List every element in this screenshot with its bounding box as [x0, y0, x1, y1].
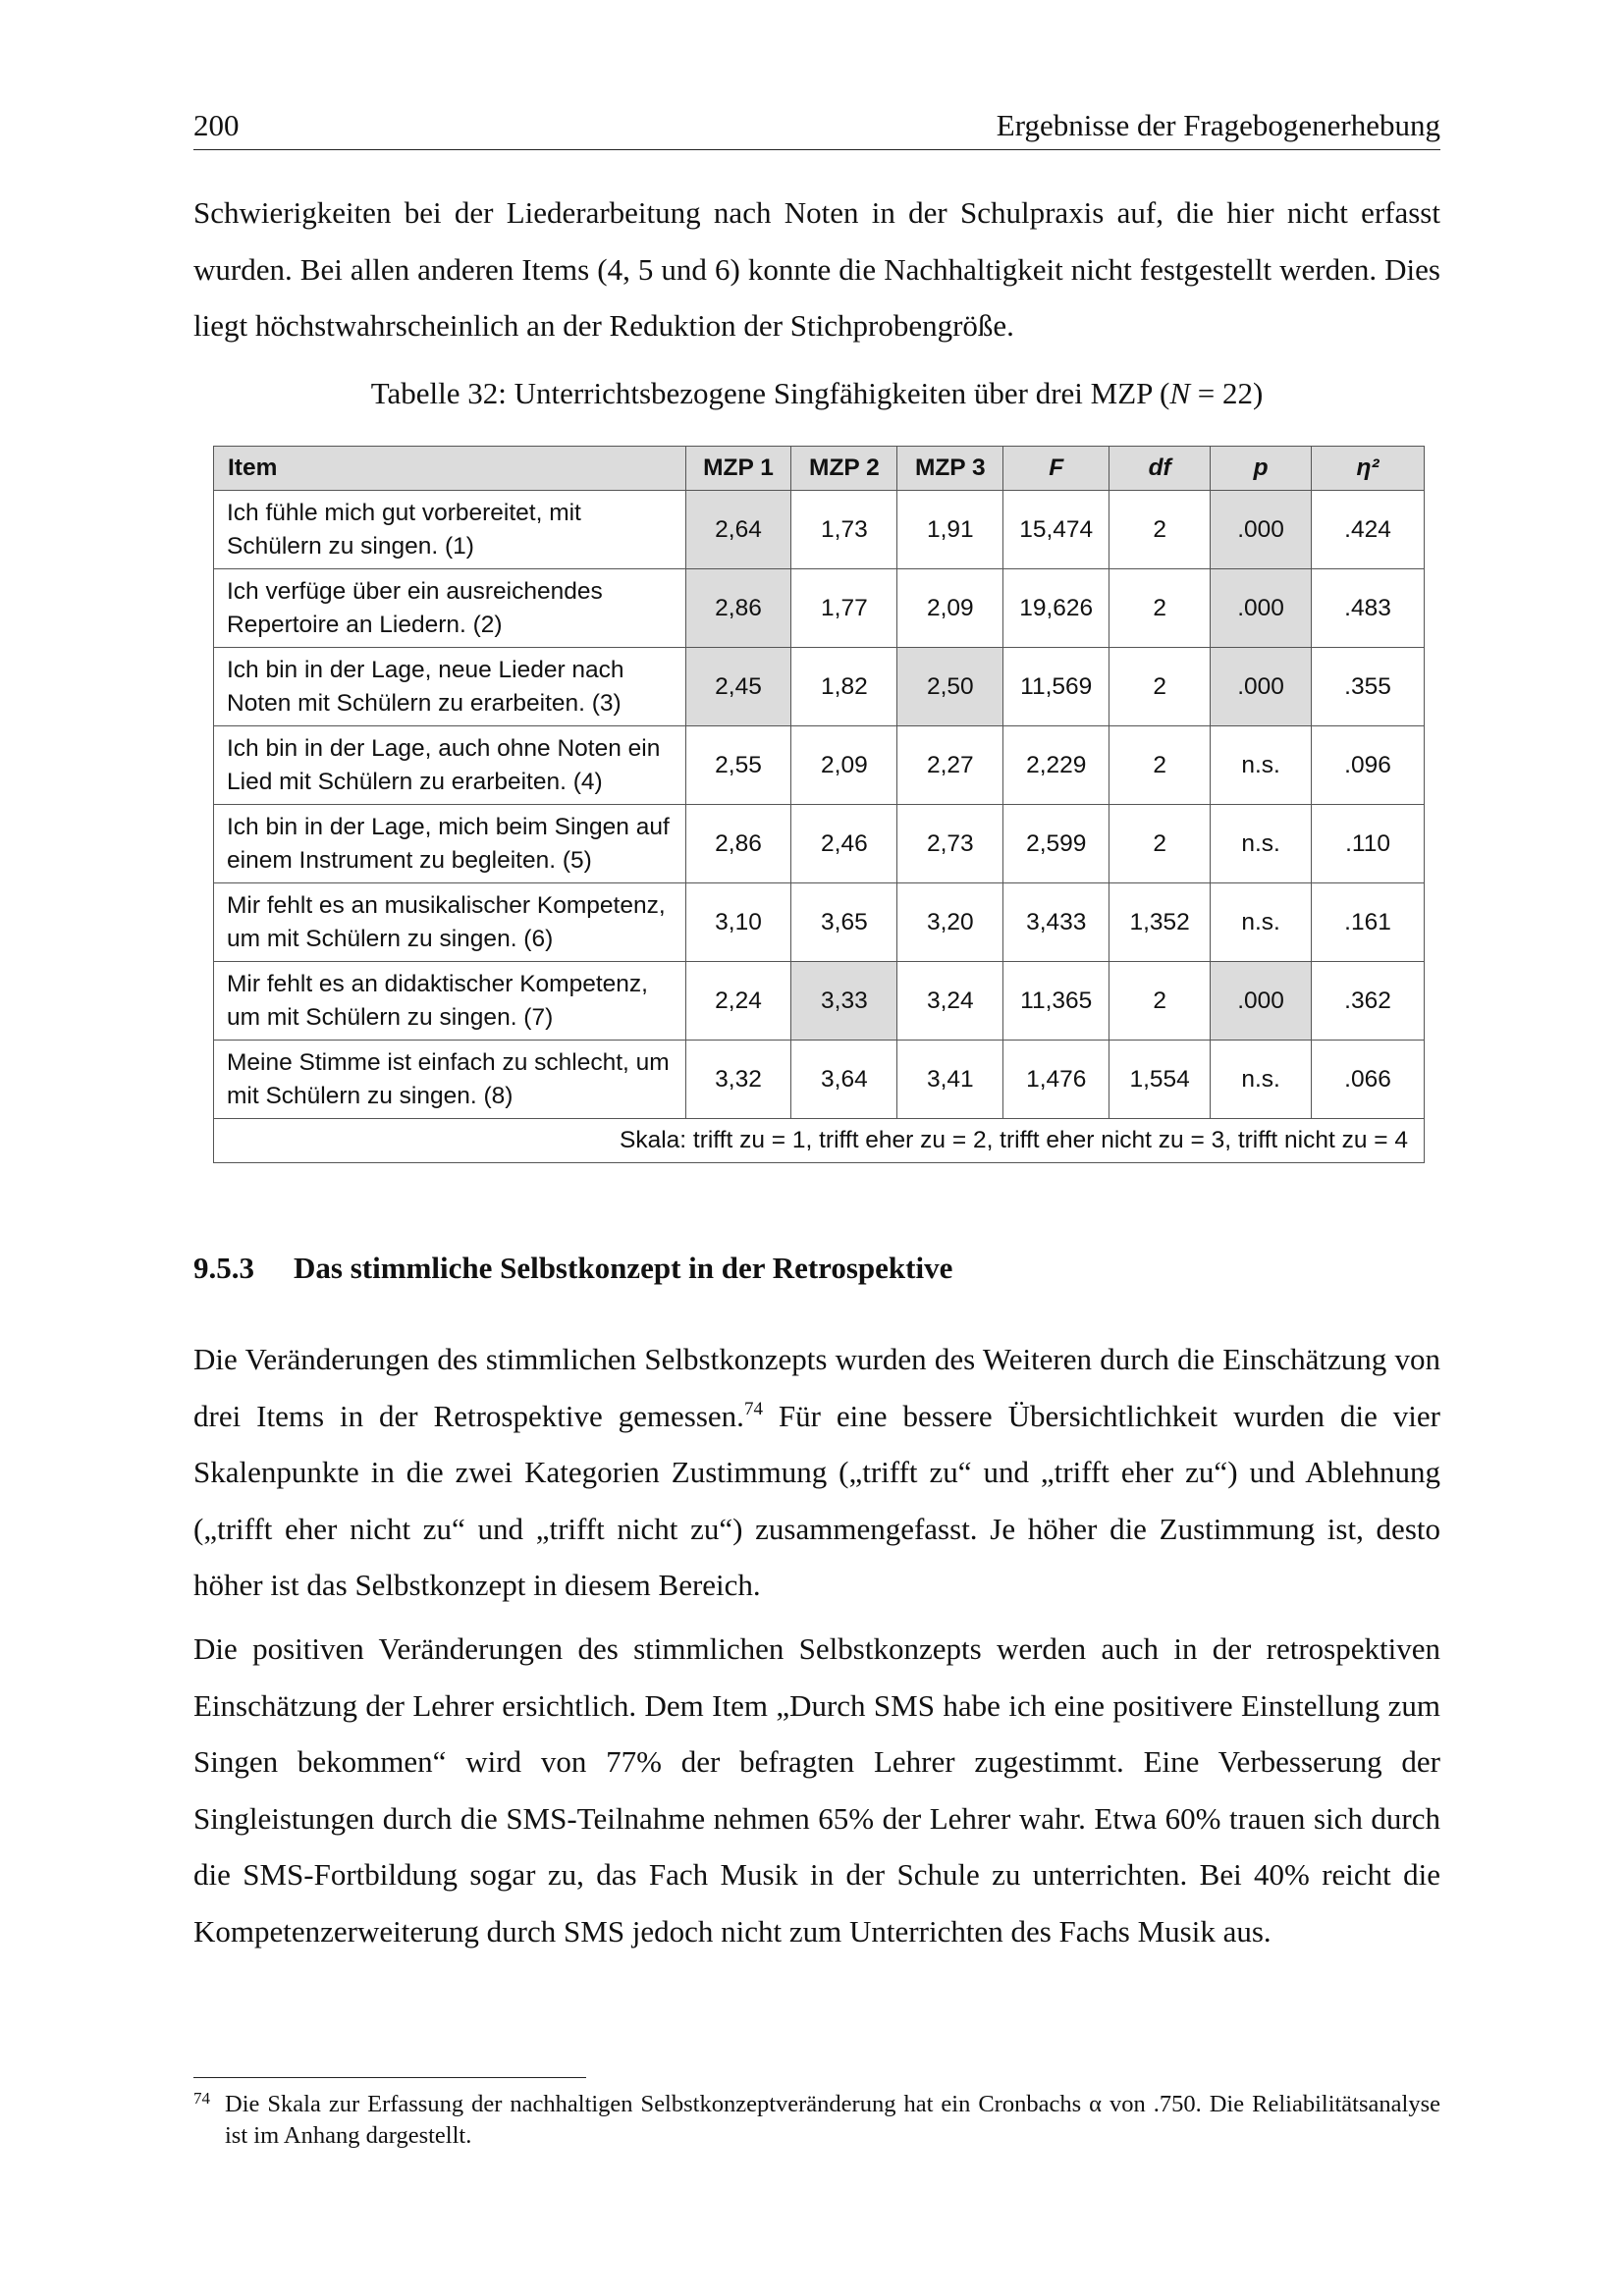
value-cell-mzp3: 3,24: [897, 962, 1003, 1041]
value-cell-mzp3: 2,27: [897, 726, 1003, 805]
value-cell-df: 2: [1109, 726, 1211, 805]
running-header: [193, 106, 1440, 150]
value-cell-mzp2: 3,64: [791, 1041, 897, 1119]
footnote-divider: [193, 2077, 586, 2078]
table-footer-row: [214, 1119, 1425, 1163]
value-cell-p: n.s.: [1211, 726, 1312, 805]
item-cell: Ich bin in der Lage, auch ohne Noten ein Lied mit Schülern zu erarbeiten. (4): [214, 726, 686, 805]
header-df: df: [1109, 447, 1211, 491]
table-row: [214, 1041, 1425, 1119]
value-cell-df: 1,554: [1109, 1041, 1211, 1119]
value-cell-mzp1: 2,24: [685, 962, 791, 1041]
value-cell-eta2: .362: [1312, 962, 1425, 1041]
value-cell-mzp2: 3,65: [791, 883, 897, 962]
value-cell-mzp3: 3,41: [897, 1041, 1003, 1119]
value-cell-mzp1: 3,10: [685, 883, 791, 962]
paragraph-2: Die positiven Veränderungen des stimmlichen Selbstkonzepts werden auch in der retrospektiven Einschätzung der Lehrer ersichtlich. Dem Item „Durch SMS habe ich eine positivere Einstellung zum Singen bekommen“ wird von 77% der befragten Lehrer zugestimmt. Eine Verbesserung der Singleistungen durch die SMS-Teilnahme nehmen 65% der Lehrer wahr. Etwa 60% trauen sich durch die SMS-Fortbildung sogar zu, das Fach Musik in der Schule zu unterrichten. Bei 40% reicht die Kompetenzerweiterung durch SMS jedoch nicht zum Unterrichten des Fachs Musik aus.: [193, 1631, 1440, 1949]
table-header-row: [214, 447, 1425, 491]
value-cell-f: 19,626: [1003, 569, 1109, 648]
paragraph-1-text-a: Die Veränderungen des stimmlichen Selbstkonzepts wurden des Weiteren durch die Einschätzung von drei Items in der Retrospektive gemessen.: [193, 1342, 1440, 1433]
value-cell-mzp2: 1,73: [791, 491, 897, 569]
value-cell-p: .000: [1211, 569, 1312, 648]
item-cell: Ich verfüge über ein ausreichendes Repertoire an Liedern. (2): [214, 569, 686, 648]
value-cell-p: .000: [1211, 962, 1312, 1041]
footnote: [193, 2089, 1440, 2152]
table-caption-n: N: [1169, 376, 1190, 410]
value-cell-eta2: .066: [1312, 1041, 1425, 1119]
intro-paragraph: Schwierigkeiten bei der Liederarbeitung nach Noten in der Schulpraxis auf, die hier nicht erfasst wurden. Bei allen anderen Items (4, 5 und 6) konnte die Nachhaltigkeit nicht festgestellt werden. Dies liegt höchstwahrscheinlich an der Reduktion der Stichprobengröße.: [193, 195, 1440, 343]
value-cell-mzp3: 1,91: [897, 491, 1003, 569]
value-cell-eta2: .424: [1312, 491, 1425, 569]
table-body: [214, 491, 1425, 1119]
footnote-reference: 74: [743, 1398, 763, 1419]
footnote-number: 74: [193, 2089, 210, 2108]
value-cell-eta2: .110: [1312, 805, 1425, 883]
value-cell-f: 2,229: [1003, 726, 1109, 805]
value-cell-eta2: .483: [1312, 569, 1425, 648]
item-cell: Meine Stimme ist einfach zu schlecht, um mit Schülern zu singen. (8): [214, 1041, 686, 1119]
value-cell-p: n.s.: [1211, 805, 1312, 883]
item-cell: Mir fehlt es an musikalischer Kompetenz, um mit Schülern zu singen. (6): [214, 883, 686, 962]
section-number: 9.5.3: [193, 1251, 254, 1285]
footnote-text: Die Skala zur Erfassung der nachhaltigen Selbstkonzeptveränderung hat ein Cronbachs α von .750. Die Reliabilitätsanalyse ist im Anhang dargestellt.: [225, 2091, 1440, 2149]
value-cell-mzp3: 2,73: [897, 805, 1003, 883]
header-eta-squared: η²: [1312, 447, 1425, 491]
value-cell-df: 2: [1109, 648, 1211, 726]
value-cell-p: n.s.: [1211, 883, 1312, 962]
table-caption-prefix: Tabelle 32: Unterrichtsbezogene Singfähigkeiten über drei MZP (: [370, 376, 1170, 410]
scale-note: Skala: trifft zu = 1, trifft eher zu = 2, trifft eher nicht zu = 3, trifft nicht zu = 4: [214, 1119, 1425, 1163]
header-mzp3: MZP 3: [897, 447, 1003, 491]
value-cell-mzp2: 1,82: [791, 648, 897, 726]
item-cell: Ich bin in der Lage, neue Lieder nach Noten mit Schülern zu erarbeiten. (3): [214, 648, 686, 726]
header-mzp1: MZP 1: [685, 447, 791, 491]
value-cell-df: 1,352: [1109, 883, 1211, 962]
value-cell-mzp2: 1,77: [791, 569, 897, 648]
value-cell-mzp3: 2,09: [897, 569, 1003, 648]
header-p: p: [1211, 447, 1312, 491]
header-item: Item: [214, 447, 686, 491]
table-caption-suffix: = 22): [1190, 376, 1264, 410]
value-cell-eta2: .355: [1312, 648, 1425, 726]
value-cell-mzp1: 3,32: [685, 1041, 791, 1119]
item-cell: Mir fehlt es an didaktischer Kompetenz, um mit Schülern zu singen. (7): [214, 962, 686, 1041]
table-caption: [193, 370, 1440, 417]
value-cell-mzp2: 2,46: [791, 805, 897, 883]
value-cell-mzp1: 2,55: [685, 726, 791, 805]
value-cell-p: .000: [1211, 648, 1312, 726]
item-cell: Ich bin in der Lage, mich beim Singen auf einem Instrument zu begleiten. (5): [214, 805, 686, 883]
table-row: [214, 962, 1425, 1041]
value-cell-df: 2: [1109, 962, 1211, 1041]
value-cell-eta2: .161: [1312, 883, 1425, 962]
value-cell-mzp1: 2,86: [685, 805, 791, 883]
page-number: 200: [193, 108, 240, 142]
value-cell-mzp3: 2,50: [897, 648, 1003, 726]
value-cell-mzp2: 3,33: [791, 962, 897, 1041]
value-cell-p: .000: [1211, 491, 1312, 569]
item-cell: Ich fühle mich gut vorbereitet, mit Schülern zu singen. (1): [214, 491, 686, 569]
table-row: [214, 726, 1425, 805]
paragraph-1-text-b: Für eine bessere Übersichtlichkeit wurden die vier Skalenpunkte in die zwei Kategorien Zustimmung („trifft zu“ und „trifft eher zu“) und Ablehnung („trifft eher nicht zu“ und „trifft nicht zu“) zusammengefasst. Je höher die Zustimmung ist, desto höher ist das Selbstkonzept in diesem Bereich.: [193, 1398, 1440, 1602]
value-cell-f: 1,476: [1003, 1041, 1109, 1119]
value-cell-f: 2,599: [1003, 805, 1109, 883]
value-cell-f: 3,433: [1003, 883, 1109, 962]
value-cell-df: 2: [1109, 569, 1211, 648]
section-title: Das stimmliche Selbstkonzept in der Retrospektive: [294, 1251, 953, 1285]
value-cell-eta2: .096: [1312, 726, 1425, 805]
value-cell-f: 11,569: [1003, 648, 1109, 726]
header-mzp2: MZP 2: [791, 447, 897, 491]
value-cell-mzp1: 2,64: [685, 491, 791, 569]
table-row: [214, 569, 1425, 648]
paragraph-1: [193, 1331, 1440, 1614]
table-row: [214, 883, 1425, 962]
table-row: [214, 491, 1425, 569]
table-row: [214, 805, 1425, 883]
value-cell-f: 15,474: [1003, 491, 1109, 569]
value-cell-mzp1: 2,86: [685, 569, 791, 648]
value-cell-mzp2: 2,09: [791, 726, 897, 805]
value-cell-mzp3: 3,20: [897, 883, 1003, 962]
results-table: [213, 446, 1425, 1163]
value-cell-df: 2: [1109, 491, 1211, 569]
value-cell-df: 2: [1109, 805, 1211, 883]
section-heading: [193, 1247, 952, 1290]
value-cell-p: n.s.: [1211, 1041, 1312, 1119]
header-f: F: [1003, 447, 1109, 491]
value-cell-f: 11,365: [1003, 962, 1109, 1041]
table-row: [214, 648, 1425, 726]
chapter-title: Ergebnisse der Fragebogenerhebung: [996, 108, 1440, 142]
value-cell-mzp1: 2,45: [685, 648, 791, 726]
